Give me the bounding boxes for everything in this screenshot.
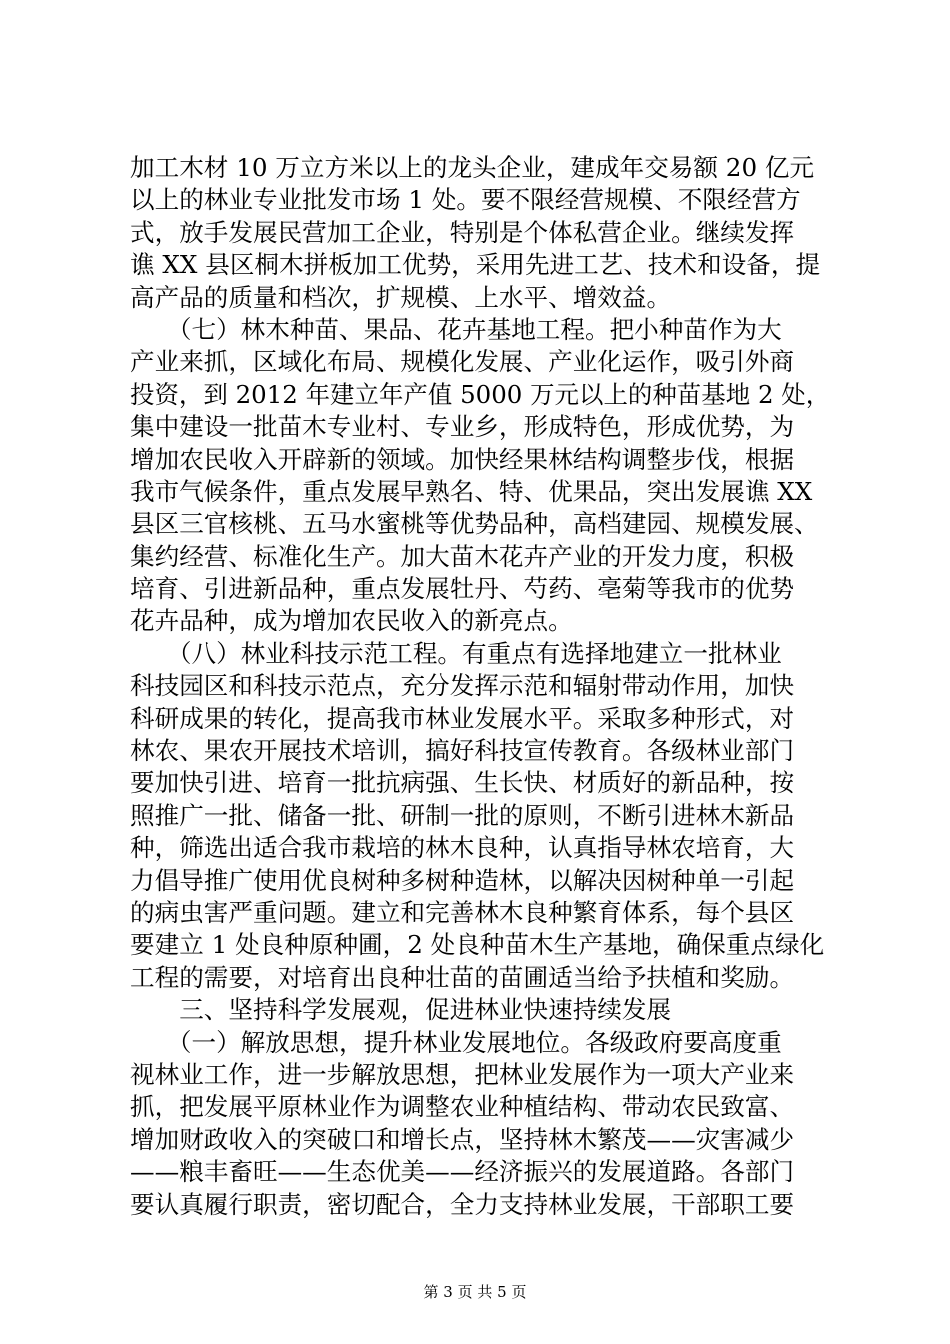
text-line: （七）林木种苗、果品、花卉基地工程。把小种苗作为大 [130,314,782,344]
text-line: 工程的需要，对培育出良种壮苗的苗圃适当给予扶植和奖励。 [130,962,795,992]
text-line: 要认真履行职责，密切配合，全力支持林业发展，干部职工要 [130,1189,795,1219]
text-line: 照推广一批、储备一批、研制一批的原则，不断引进林木新品 [130,800,795,830]
text-line: 投资，到 2012 年建立年产值 5000 万元以上的种苗基地 2 处， [130,379,831,409]
text-line: 要加快引进、培育一批抗病强、生长快、材质好的新品种，按 [130,768,795,798]
text-line: 培育、引进新品种，重点发展牡丹、芍药、亳菊等我市的优势 [130,574,795,604]
text-line: 加工木材 10 万立方米以上的龙头企业，建成年交易额 20 亿元 [130,153,815,182]
text-line: 县区三官核桃、五马水蜜桃等优势品种，高档建园、规模发展、 [130,509,819,539]
text-line: 种，筛选出适合我市栽培的林木良种，认真指导林农培育，大 [130,833,795,863]
page-number-footer: 第 3 页 共 5 页 [423,1283,527,1301]
text-line: 视林业工作，进一步解放思想，把林业发展作为一项大产业来 [130,1059,795,1089]
text-line: 高产品的质量和档次，扩规模、上水平、增效益。 [130,282,672,312]
text-line: 花卉品种，成为增加农民收入的新亮点。 [130,606,573,636]
text-line: ——粮丰畜旺——生态优美——经济振兴的发展道路。各部门 [130,1157,795,1187]
text-line: 式，放手发展民营加工企业，特别是个体私营企业。继续发挥 [130,217,795,247]
text-line: 力倡导推广使用优良树种多树种造林，以解决因树种单一引起 [130,865,795,895]
text-line: 抓，把发展平原林业作为调整农业种植结构、带动农民致富、 [130,1092,795,1122]
text-line: 谯 XX 县区桐木拼板加工优势，采用先进工艺、技术和设备，提 [130,250,821,280]
text-line: 集中建设一批苗木专业村、专业乡，形成特色，形成优势，为 [130,412,795,442]
text-line: 要建立 1 处良种原种圃，2 处良种苗木生产基地，确保重点绿化 [130,930,825,960]
text-line: 科研成果的转化，提高我市林业发展水平。采取多种形式，对 [130,703,795,733]
text-line: 我市气候条件，重点发展早熟名、特、优果品，突出发展谯 XX [130,476,813,506]
text-line: （一）解放思想，提升林业发展地位。各级政府要高度重 [130,1027,782,1057]
text-line: 集约经营、标准化生产。加大苗木花卉产业的开发力度，积极 [130,541,795,571]
text-line: 增加农民收入开辟新的领域。加快经果林结构调整步伐，根据 [130,444,795,474]
text-line: （八）林业科技示范工程。有重点有选择地建立一批林业 [130,638,782,668]
body-text [130,152,830,1221]
text-line: 增加财政收入的突破口和增长点，坚持林木繁茂——灾害减少 [130,1124,795,1154]
text-line: 林农、果农开展技术培训，搞好科技宣传教育。各级林业部门 [130,736,795,766]
text-line: 以上的林业专业批发市场 1 处。要不限经营规模、不限经营方 [130,185,801,215]
text-line: 的病虫害严重问题。建立和完善林木良种繁育体系，每个县区 [130,897,795,927]
text-line: 产业来抓，区域化布局、规模化发展、产业化运作，吸引外商 [130,347,795,377]
text-line: 科技园区和科技示范点，充分发挥示范和辐射带动作用，加快 [130,671,795,701]
section-heading: 三、坚持科学发展观，促进林业快速持续发展 [130,995,672,1025]
